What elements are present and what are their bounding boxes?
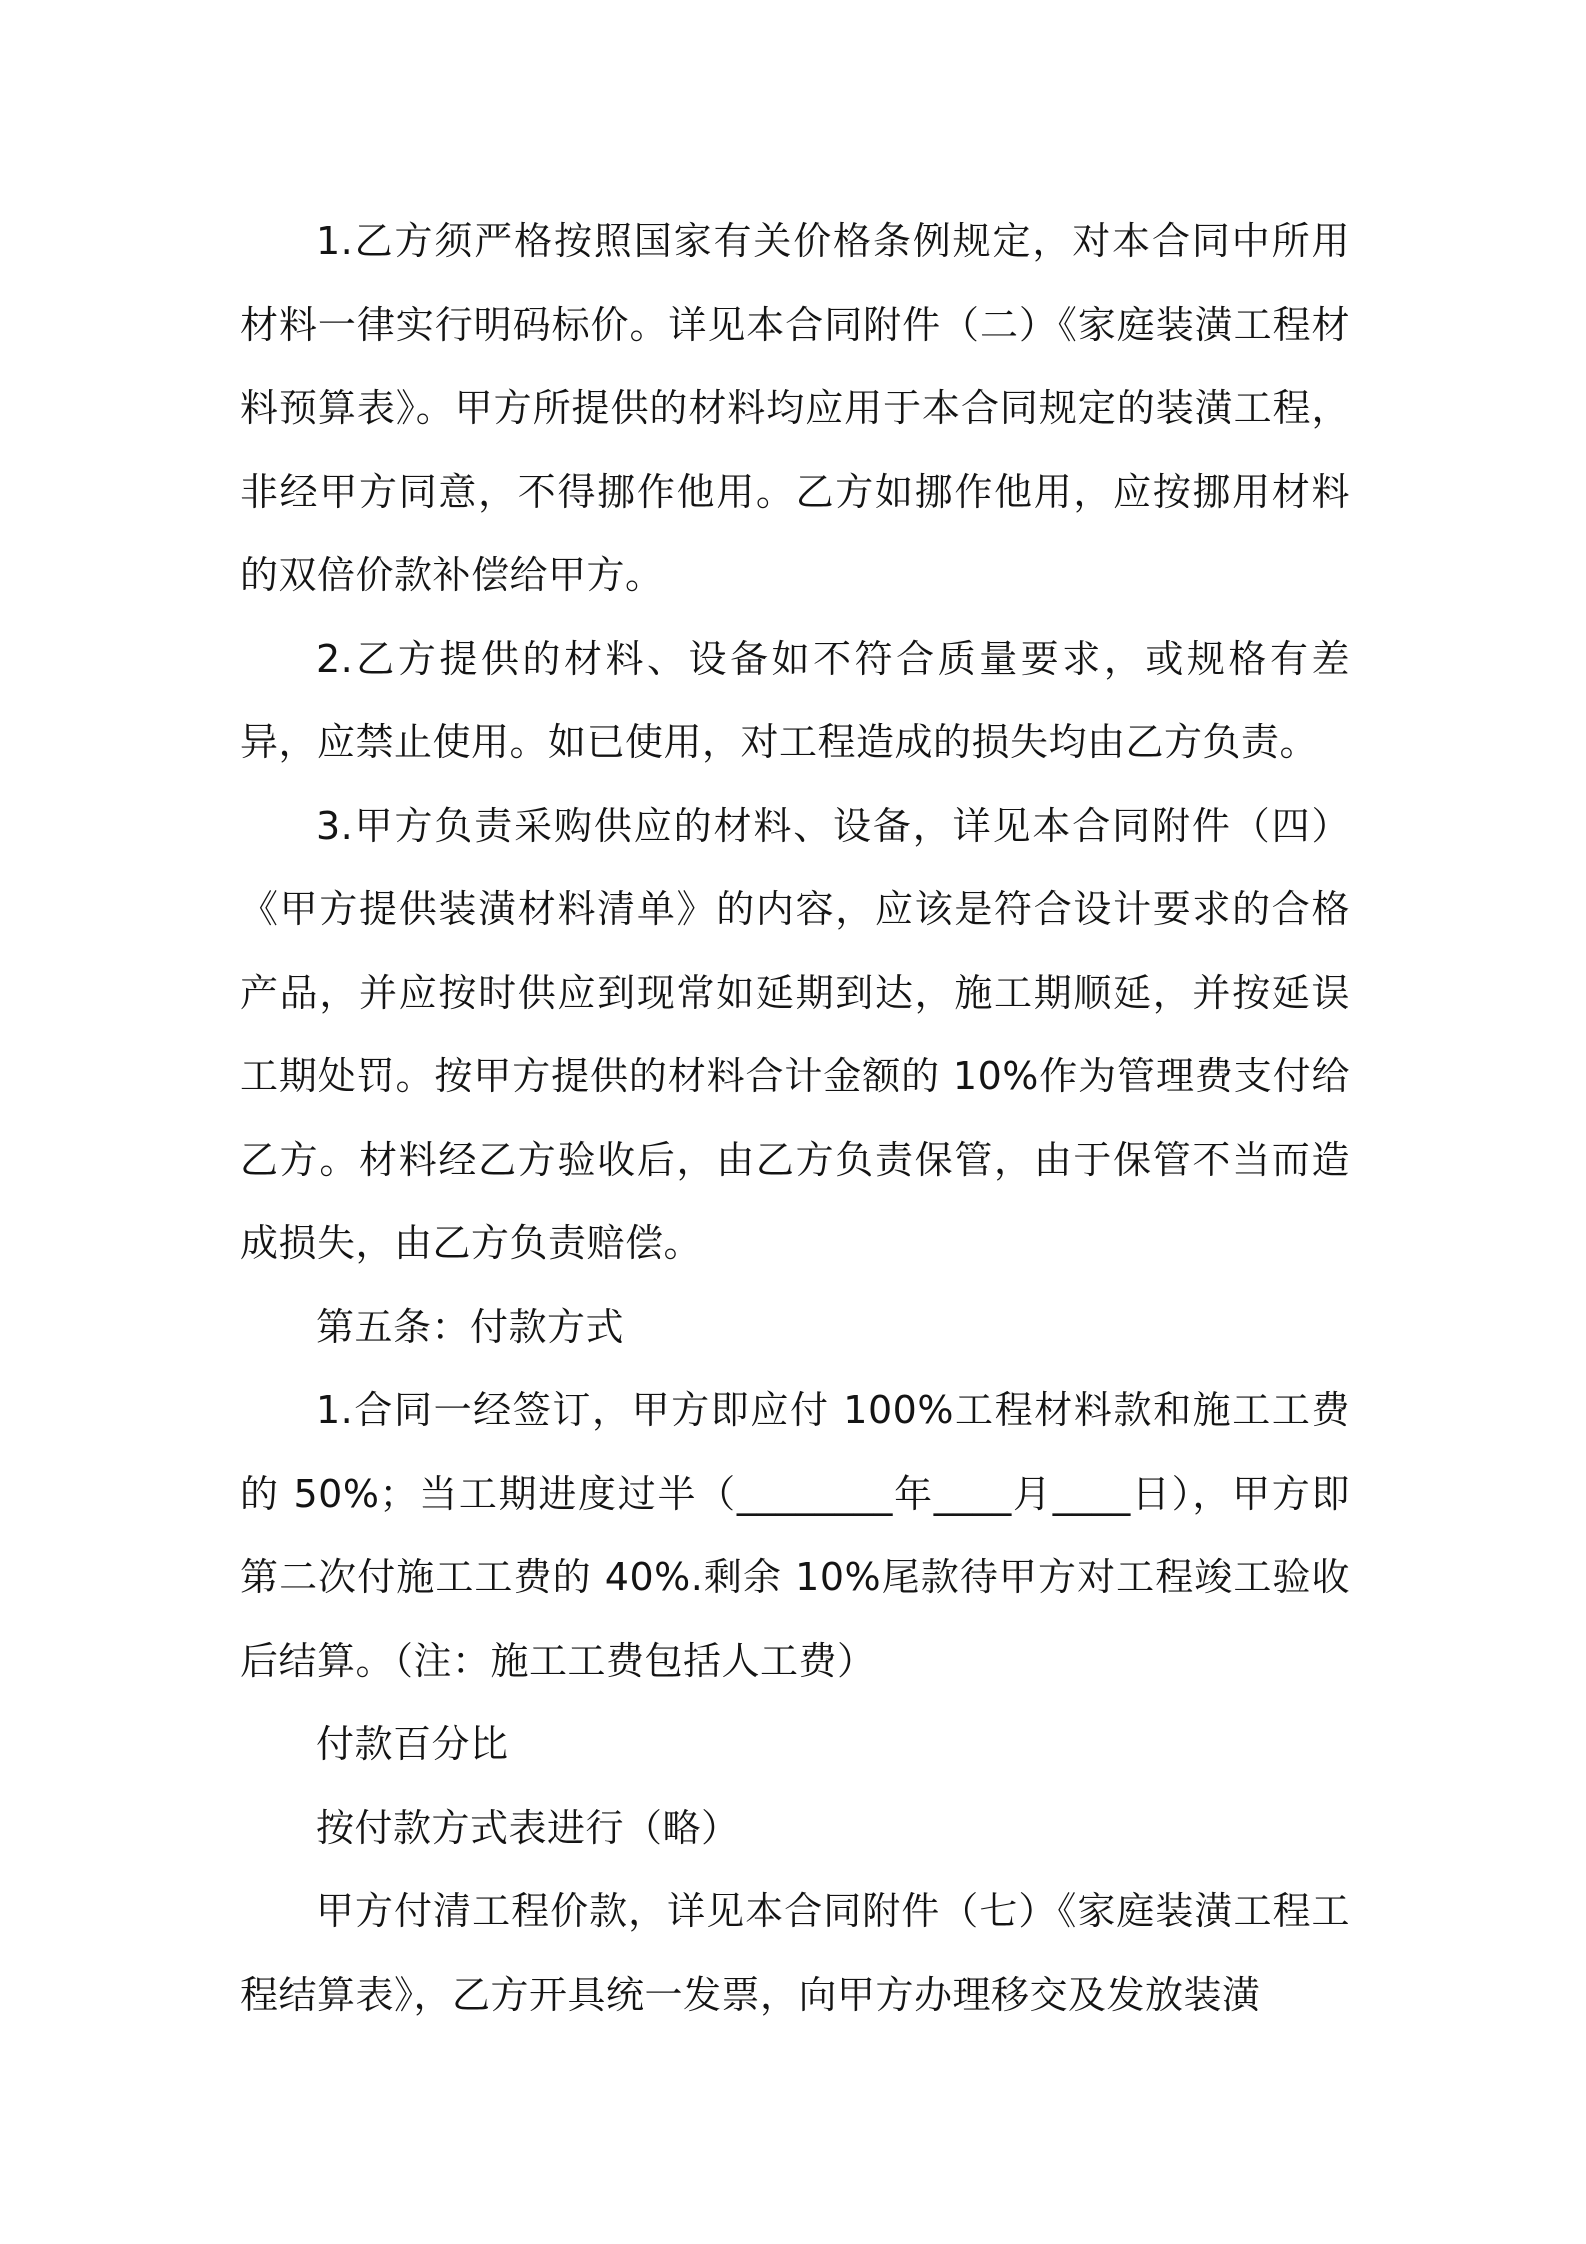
paragraph-final-settlement: 甲方付清工程价款，详见本合同附件（七）《家庭装潢工程工程结算表》，乙方开具统一发票，向甲方办理移交及发放装潢 bbox=[240, 1889, 1350, 2017]
payment-percentage-label: 付款百分比 bbox=[316, 1722, 509, 1766]
payment-table-note: 按付款方式表进行（略） bbox=[316, 1805, 740, 1850]
document-body bbox=[240, 200, 1350, 2037]
paragraph-materials-quality: 2.乙方提供的材料、设备如不符合质量要求，或规格有差异，应禁止使用。如已使用，对工程造成的损失均由乙方负责。 bbox=[240, 636, 1350, 764]
paragraph-payment-schedule: 1.合同一经签订，甲方即应付 100%工程材料款和施工工费的 50%；当工期进度过半（________年____月____日），甲方即第二次付施工工费的 40%.剩余 10%尾款待甲方对工程竣工验收后结算。（注：施工工费包括人工费） bbox=[240, 1388, 1350, 1683]
article-five-heading: 第五条：付款方式 bbox=[316, 1304, 625, 1349]
paragraph-materials-pricing: 1.乙方须严格按照国家有关价格条例规定，对本合同中所用材料一律实行明码标价。详见本合同附件（二）《家庭装潢工程材料预算表》。甲方所提供的材料均应用于本合同规定的装潢工程，非经甲方同意，不得挪作他用。乙方如挪作他用，应按挪用材料的双倍价款补偿给甲方。 bbox=[240, 219, 1350, 597]
paragraph-party-a-supply: 3.甲方负责采购供应的材料、设备，详见本合同附件（四）《甲方提供装潢材料清单》的内容，应该是符合设计要求的合格产品，并应按时供应到现常如延期到达，施工期顺延，并按延误工期处罚。按甲方提供的材料合计金额的 10%作为管理费支付给乙方。材料经乙方验收后，由乙方负责保管，由于保管不当而造成损失，由乙方负责赔偿。 bbox=[240, 803, 1350, 1265]
